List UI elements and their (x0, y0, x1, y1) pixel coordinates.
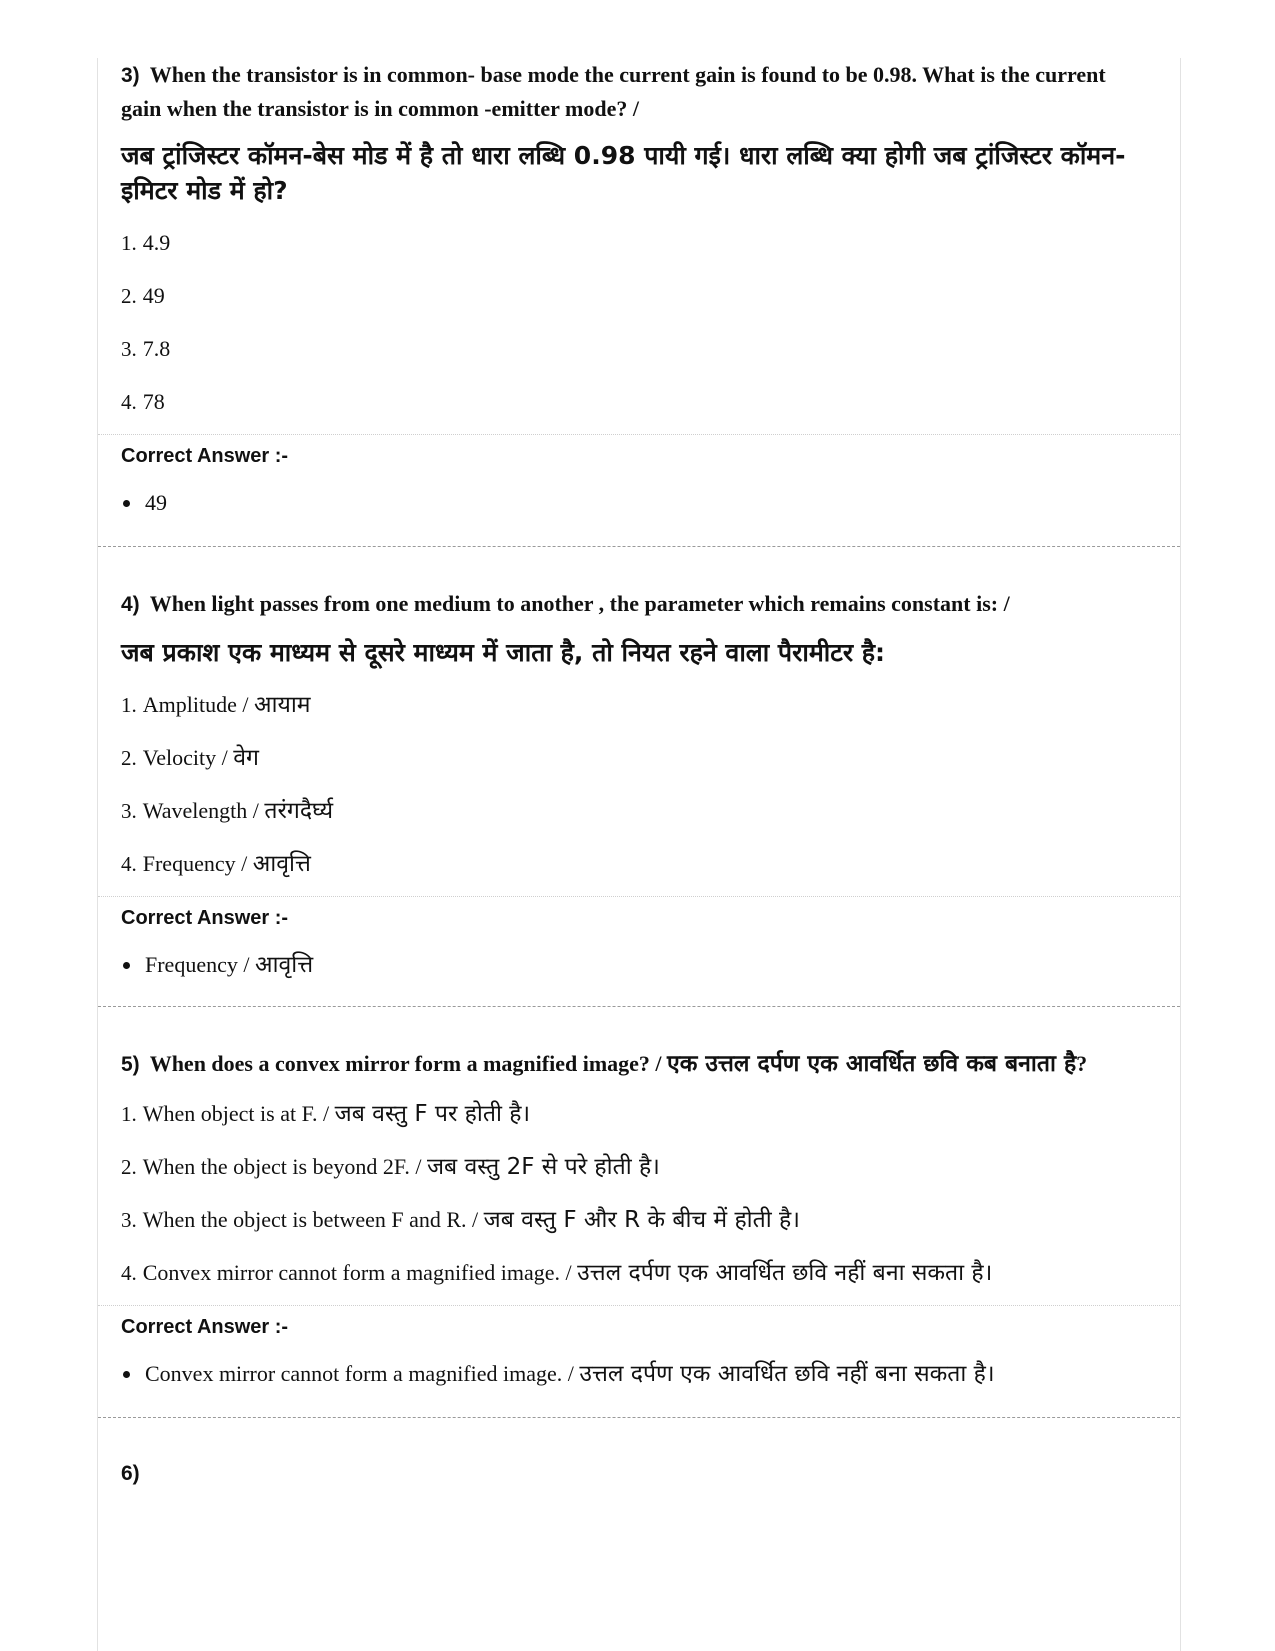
option-2 (121, 269, 1140, 322)
document-page (97, 58, 1181, 1651)
option-2 (121, 731, 1140, 784)
question-text-hi: जब ट्रांजिस्टर कॉमन-बेस मोड में है तो धारा लब्धि 0.98 पायी गई। धारा लब्धि क्या होगी जब ट्रांजिस्टर कॉमन-इमिटर मोड में हो? (121, 141, 1126, 205)
option-4 (121, 837, 1140, 890)
option-text-hi: आयाम (253, 691, 311, 718)
bullet-icon (123, 1371, 130, 1378)
question-title (121, 1456, 1140, 1490)
option-text-hi: आवृत्ति (252, 850, 311, 877)
options-list (121, 678, 1140, 890)
question-text-en: When does a convex mirror form a magnified image? / (149, 1051, 668, 1076)
option-number: 2. (121, 1154, 137, 1179)
question-4 (98, 547, 1180, 1007)
question-number: 4) (121, 593, 140, 616)
options-list (121, 216, 1140, 428)
option-number: 2. (121, 745, 137, 770)
bullet-icon (123, 500, 130, 507)
correct-answer-label: Correct Answer :- (121, 1316, 289, 1338)
option-text: 78 (142, 388, 165, 414)
option-text-hi: जब वस्तु F और R के बीच में होती है। (483, 1206, 800, 1233)
option-number: 3. (121, 1207, 137, 1232)
correct-answer-label: Correct Answer :- (121, 907, 289, 929)
question-title (121, 587, 1140, 621)
option-number: 2. (121, 283, 137, 308)
correct-answer-text: Frequency / (145, 952, 250, 977)
option-number: 1. (121, 692, 137, 717)
correct-answer (121, 1359, 1140, 1389)
question-text-en: When the transistor is in common- base mode the current gain is found to be 0.98. What is the current gain when the transistor is in common -emitter mode? / (121, 62, 1106, 121)
question-number: 6) (121, 1462, 140, 1485)
option-number: 1. (121, 230, 137, 255)
option-4 (121, 1246, 1140, 1299)
option-text-hi: तरंगदैर्घ्य (264, 797, 334, 824)
correct-answer-text: Convex mirror cannot form a magnified image. / (145, 1361, 574, 1386)
option-text-hi: वेग (233, 744, 259, 771)
option-text: 49 (142, 282, 165, 308)
option-text: Convex mirror cannot form a magnified image. / (142, 1259, 572, 1285)
question-number: 5) (121, 1053, 140, 1076)
option-text: Frequency / (142, 850, 248, 876)
option-1 (121, 216, 1140, 269)
option-number: 4. (121, 389, 137, 414)
option-text: When the object is beyond 2F. / (142, 1153, 422, 1179)
question-text-en: When light passes from one medium to another , the parameter which remains constant is: / (149, 591, 1010, 616)
option-text-hi: उत्तल दर्पण एक आवर्धित छवि नहीं बना सकता है। (577, 1259, 993, 1286)
option-text: 7.8 (142, 335, 171, 361)
answer-divider (98, 434, 1180, 435)
question-text-hi: जब प्रकाश एक माध्यम से दूसरे माध्यम में जाता है, तो नियत रहने वाला पैरामीटर है: (121, 638, 886, 667)
answer-divider (98, 896, 1180, 897)
option-text-hi: जब वस्तु F पर होती है। (334, 1100, 531, 1127)
question-text-tail: ? (1076, 1051, 1088, 1076)
bullet-icon (123, 962, 130, 969)
correct-answer-text: 49 (145, 490, 167, 515)
option-text: Velocity / (142, 744, 228, 770)
option-number: 1. (121, 1101, 137, 1126)
correct-answer-text-hi: उत्तल दर्पण एक आवर्धित छवि नहीं बना सकता है। (579, 1361, 995, 1387)
option-text: 4.9 (142, 229, 171, 255)
answer-divider (98, 1305, 1180, 1306)
question-3 (98, 58, 1180, 547)
option-1 (121, 1087, 1140, 1140)
option-number: 4. (121, 1260, 137, 1285)
question-5 (98, 1007, 1180, 1418)
question-text-hi: एक उत्तल दर्पण एक आवर्धित छवि कब बनाता है (667, 1051, 1077, 1077)
options-list (121, 1087, 1140, 1299)
option-3 (121, 322, 1140, 375)
option-number: 3. (121, 798, 137, 823)
correct-answer (121, 950, 1140, 980)
option-text: Wavelength / (142, 797, 259, 823)
correct-answer-text-hi: आवृत्ति (254, 952, 314, 978)
option-3 (121, 1193, 1140, 1246)
option-1 (121, 678, 1140, 731)
question-title (121, 1047, 1140, 1081)
question-6 (98, 1418, 1180, 1490)
option-2 (121, 1140, 1140, 1193)
option-text: Amplitude / (142, 691, 249, 717)
option-text: When the object is between F and R. / (142, 1206, 479, 1232)
option-number: 4. (121, 851, 137, 876)
correct-answer-label: Correct Answer :- (121, 445, 289, 467)
question-number: 3) (121, 64, 140, 87)
option-4 (121, 375, 1140, 428)
question-title (121, 58, 1140, 125)
option-3 (121, 784, 1140, 837)
correct-answer (121, 488, 1140, 518)
option-text: When object is at F. / (142, 1100, 330, 1126)
option-number: 3. (121, 336, 137, 361)
option-text-hi: जब वस्तु 2F से परे होती है। (426, 1153, 660, 1180)
